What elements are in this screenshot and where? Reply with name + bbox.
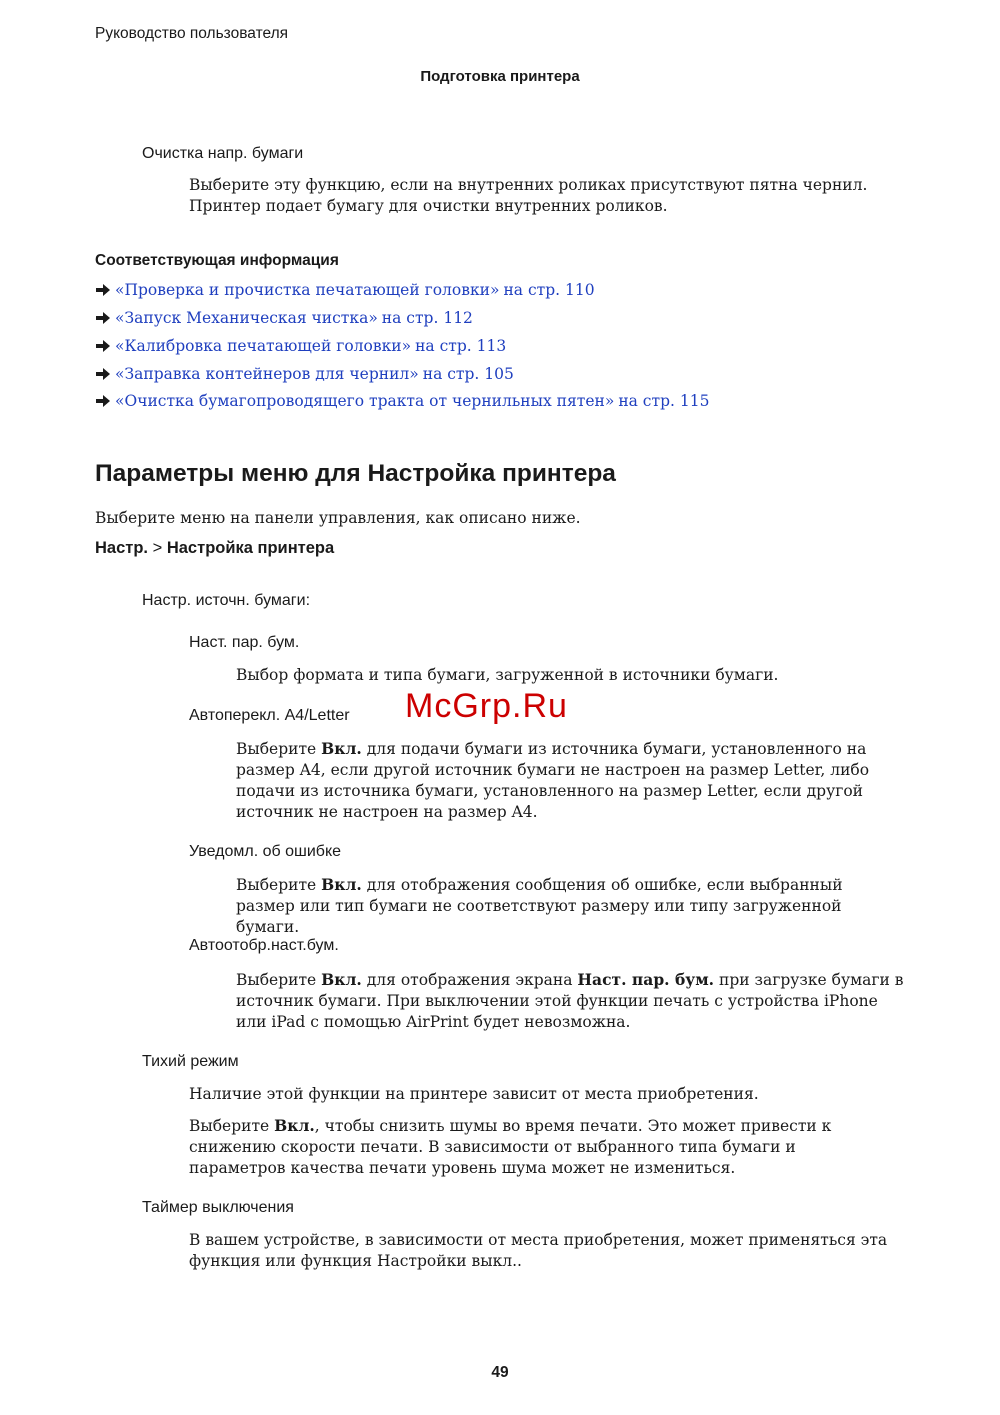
related-link[interactable] — [95, 337, 506, 355]
link-page[interactable]: на стр. 105 — [422, 365, 514, 383]
desc-error-notice: Выберите Вкл. для отображения сообщения об ошибке, если выбранный размер или тип бумаги не соответствуют размеру или типу загруженной бумаги. — [236, 875, 843, 936]
related-link[interactable] — [95, 309, 473, 327]
term-a4-letter-switch: Автоперекл. A4/Letter — [189, 707, 350, 724]
related-link[interactable] — [95, 281, 595, 299]
link-text[interactable]: «Проверка и прочистка печатающей головки» — [115, 281, 500, 299]
arrow-right-icon — [95, 283, 111, 297]
link-text[interactable]: «Запуск Механическая чистка» — [115, 309, 378, 327]
desc-auto-paper-display: Выберите Вкл. для отображения экрана Наст. пар. бум. при загрузке бумаги в источник бумаги. При выключении этой функции печать с устройства iPhone или iPad с помощью AirPrint будет невозможна. — [236, 970, 904, 1031]
term-paper-cleaning: Очистка напр. бумаги — [142, 145, 304, 162]
watermark: McGrp.Ru — [405, 687, 568, 725]
arrow-right-icon — [95, 367, 111, 381]
related-link[interactable] — [95, 365, 514, 383]
link-page[interactable]: на стр. 112 — [381, 309, 473, 327]
document-title: Руководство пользователя — [95, 25, 289, 42]
term-auto-paper-display: Автоотобр.наст.бум. — [189, 937, 339, 954]
section-header: Подготовка принтера — [420, 68, 580, 85]
desc-power-off-timer: В вашем устройстве, в зависимости от места приобретения, может применяться эта функция или функция Настройки выкл.. — [189, 1231, 888, 1270]
term-paper-settings: Наст. пар. бум. — [189, 634, 300, 651]
related-link[interactable] — [95, 392, 709, 410]
section-intro: Выберите меню на панели управления, как описано ниже. — [95, 509, 581, 527]
link-text[interactable]: «Очистка бумагопроводящего тракта от чернильных пятен» — [115, 392, 615, 410]
menu-path-leaf: Настройка принтера — [166, 539, 335, 557]
term-power-off-timer: Таймер выключения — [142, 1199, 294, 1216]
related-info-title: Соответствующая информация — [95, 252, 339, 269]
link-page[interactable]: на стр. 115 — [618, 392, 710, 410]
term-quiet-mode: Тихий режим — [142, 1053, 239, 1070]
page-number: 49 — [491, 1364, 509, 1381]
desc-a4-letter-switch: Выберите Вкл. для подачи бумаги из источника бумаги, установленного на размер A4, если другой источник бумаги не настроен на размер Letter, либо подачи из источника бумаги, установленного на размер Letter, если другой источник не настроен на размер A4. — [236, 739, 870, 821]
arrow-right-icon — [95, 394, 111, 408]
desc-quiet-mode-availability: Наличие этой функции на принтере зависит от места приобретения. — [189, 1085, 759, 1103]
menu-path — [95, 539, 334, 558]
arrow-right-icon — [95, 311, 111, 325]
link-page[interactable]: на стр. 113 — [415, 337, 507, 355]
term-paper-source: Настр. источн. бумаги: — [142, 592, 311, 609]
link-text[interactable]: «Заправка контейнеров для чернил» — [115, 365, 419, 383]
desc-paper-cleaning: Выберите эту функцию, если на внутренних роликах присутствуют пятна чернил. Принтер подает бумагу для очистки внутренних роликов. — [189, 176, 868, 215]
menu-path-root: Настр. — [95, 539, 149, 557]
desc-paper-settings: Выбор формата и типа бумаги, загруженной в источники бумаги. — [236, 666, 779, 684]
arrow-right-icon — [95, 339, 111, 353]
link-page[interactable]: на стр. 110 — [503, 281, 595, 299]
term-error-notice: Уведомл. об ошибке — [189, 843, 342, 860]
desc-quiet-mode: Выберите Вкл., чтобы снизить шумы во время печати. Это может привести к снижению скорости печати. В зависимости от выбранного типа бумаги и параметров качества печати уровень шума может не измениться. — [189, 1116, 832, 1177]
section-title: Параметры меню для Настройка принтера — [95, 460, 616, 487]
link-text[interactable]: «Калибровка печатающей головки» — [115, 337, 412, 355]
menu-path-separator: > — [152, 539, 163, 557]
